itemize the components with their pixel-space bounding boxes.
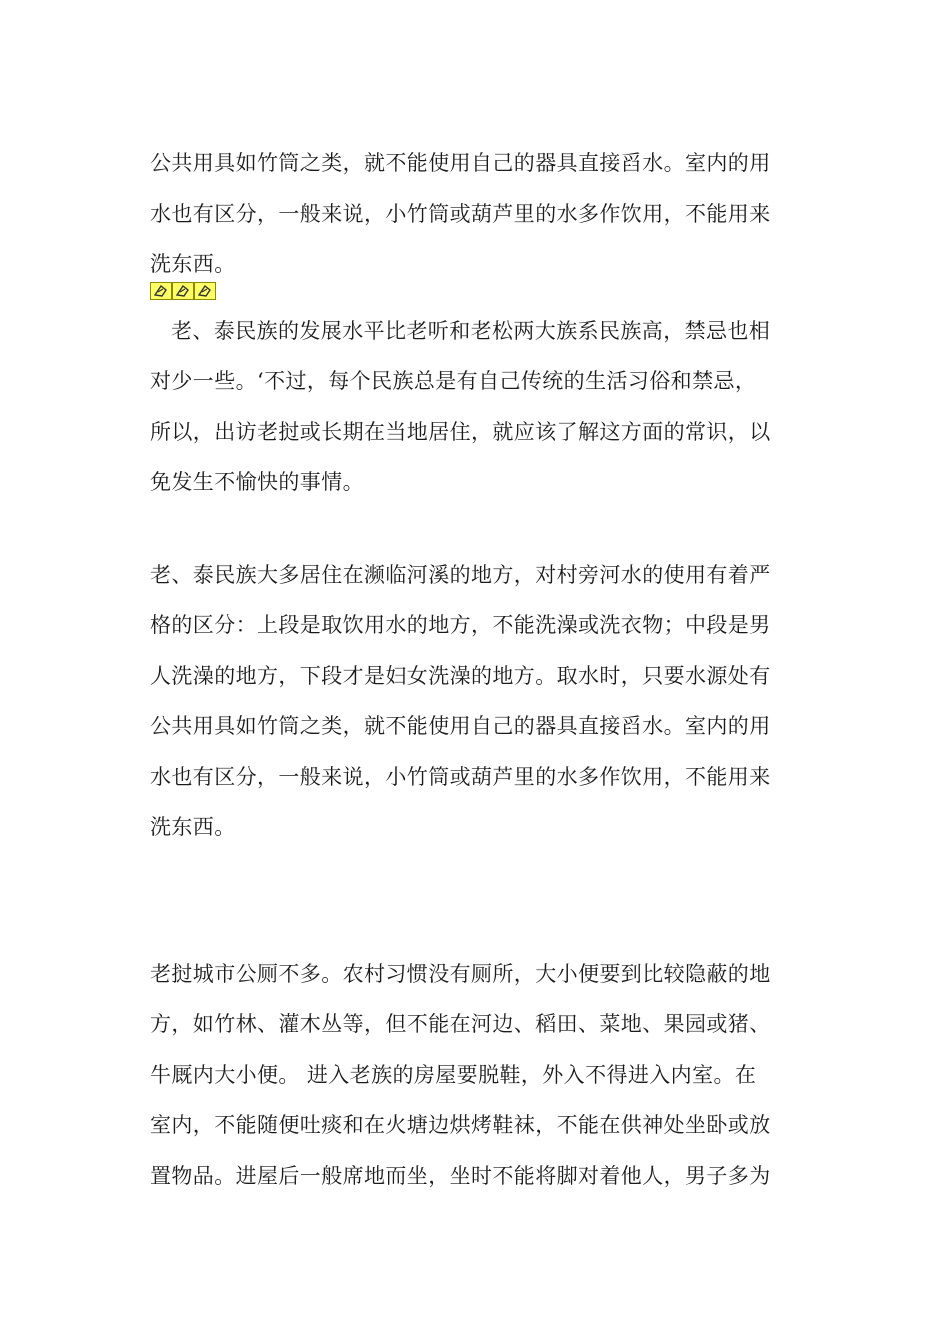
broken-image-icon: [194, 282, 216, 300]
icon-strip: [150, 282, 810, 302]
document-page: [150, 138, 810, 1201]
text-line: 牛厩内大小便。 进入老族的房屋要脱鞋，外入不得进入内室。在: [150, 1062, 757, 1087]
text-line: 方，如竹林、灌木丛等，但不能在河边、稻田、菜地、果园或猪、: [150, 1012, 771, 1036]
text-line: 免发生不愉快的事情。: [150, 470, 364, 494]
text-line: 人洗澡的地方，下段才是妇女洗澡的地方。取水时，只要水源处有: [150, 663, 771, 688]
text-line: 所以，出访老挝或长期在当地居住，就应该了解这方面的常识，以: [150, 419, 771, 444]
text-line: 公共用具如竹筒之类，就不能使用自己的器具直接舀水。室内的用: [150, 714, 771, 738]
text-line: 老、泰民族的发展水平比老听和老松两大族系民族高，禁忌也相: [171, 318, 771, 343]
paragraph-taboos-intro: [150, 306, 810, 508]
text-line: 公共用具如竹筒之类，就不能使用自己的器具直接舀水。室内的用: [150, 151, 771, 175]
paragraph-spacer: [150, 853, 810, 949]
paragraph-water-usage-end: [150, 138, 810, 290]
paragraph-spacer: [150, 508, 810, 550]
broken-image-icon: [150, 282, 172, 300]
text-line: 室内，不能随便吐痰和在火塘边烘烤鞋袜，不能在供神处坐卧或放: [150, 1113, 771, 1137]
text-line: 老、泰民族大多居住在濒临河溪的地方，对村旁河水的使用有着严: [150, 562, 771, 587]
text-line: 对少一些。‘不过，每个民族总是有自己传统的生活习俗和禁忌，: [150, 369, 757, 393]
text-line: 洗东西。: [150, 252, 236, 276]
paragraph-toilets-and-houses: [150, 949, 810, 1202]
text-line: 格的区分：上段是取饮用水的地方，不能洗澡或洗衣物；中段是男: [150, 613, 771, 637]
text-line: 水也有区分，一般来说，小竹筒或葫芦里的水多作饮用，不能用来: [150, 201, 771, 226]
text-line: 老挝城市公厕不多。农村习惯没有厕所，大小便要到比较隐蔽的地: [150, 961, 771, 986]
text-line: 洗东西。: [150, 815, 236, 839]
paragraph-river-usage: [150, 550, 810, 853]
broken-image-icon: [172, 282, 194, 300]
text-line: 置物品。进屋后一般席地而坐，坐时不能将脚对着他人，男子多为: [150, 1163, 771, 1188]
text-line: 水也有区分，一般来说，小竹筒或葫芦里的水多作饮用，不能用来: [150, 764, 771, 789]
